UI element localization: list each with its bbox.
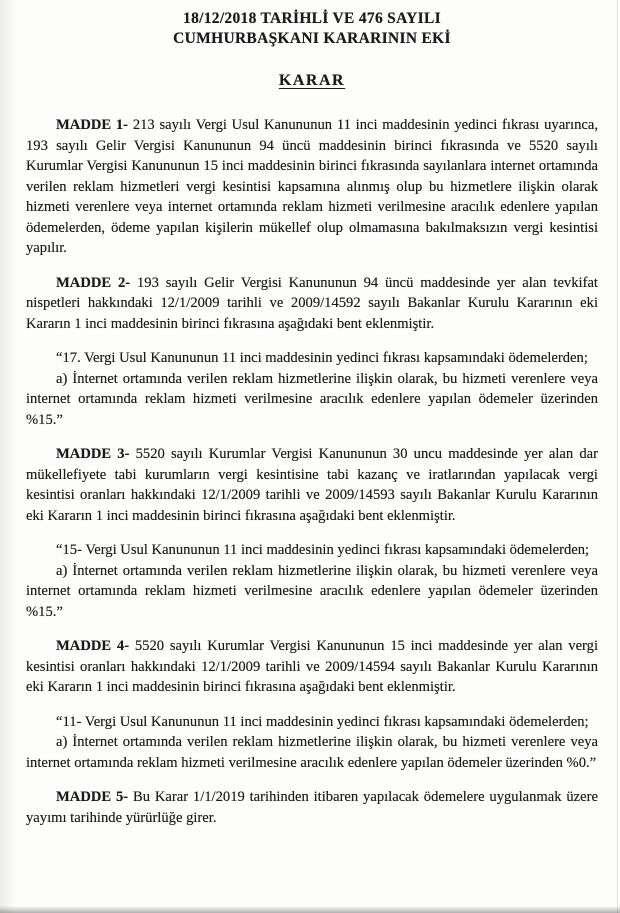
article-number: MADDE 5- bbox=[56, 789, 129, 805]
quote-paragraph-11-intro bbox=[26, 712, 598, 733]
quote-text: “11- Vergi Usul Kanununun 11 inci maddesinin yedinci fıkrası kapsamındaki ödemelerden; bbox=[56, 713, 589, 730]
quote-text: “17. Vergi Usul Kanununun 11 inci maddesinin yedinci fıkrası kapsamındaki ödemelerden; bbox=[56, 350, 588, 366]
section-heading-wrap bbox=[26, 72, 598, 90]
quote-text: a) İnternet ortamında verilen reklam hizmetlerine ilişkin olarak, bu hizmeti verenlere veya internet ortamında reklam hizmeti verilmesine aracılık edenlere yapılan ödemeler üzerinden %0.” bbox=[26, 734, 598, 771]
article-number: MADDE 4- bbox=[56, 638, 130, 654]
article-text: Bu Karar 1/1/2019 tarihinden itibaren yapılacak ödemelere uygulanmak üzere yayımı tarihinde yürürlüğe girer. bbox=[26, 789, 598, 826]
article-paragraph-madde-5 bbox=[26, 787, 598, 828]
quote-paragraph-15-intro bbox=[26, 540, 598, 561]
section-heading: KARAR bbox=[278, 72, 346, 89]
article-number: MADDE 3- bbox=[56, 446, 130, 462]
document-title-line-1: 18/12/2018 TARİHLİ VE 476 SAYILI bbox=[183, 10, 441, 27]
quote-text: “15- Vergi Usul Kanununun 11 inci maddesinin yedinci fıkrası kapsamındaki ödemelerden; bbox=[56, 542, 590, 558]
quote-paragraph-11-item-a bbox=[26, 732, 598, 773]
article-text: 5520 sayılı Kurumlar Vergisi Kanununun 30 uncu maddesinde yer alan dar mükellefiyete tabi kurumların vergi kesintisine tabi kazanç ve iratlarından yapılacak vergi kesintisi oranları hakkındaki 12/1/2009 tarihli ve 2009/14593 sayılı Bakanlar Kurulu Kararının eki Kararın 1 inci maddesinin birinci fıkrasına aşağıdaki bent eklenmiştir. bbox=[26, 446, 598, 524]
article-text: 213 sayılı Vergi Usul Kanununun 11 inci maddesinin yedinci fıkrası uyarınca, 193 sayılı Gelir Vergisi Kanununun 94 üncü maddesinin birinci fıkrasında ve 5520 sayılı Kurumlar Vergisi Kanununun 15 inci maddesinin birinci fıkrasında sayılanlara internet ortamında verilen reklam hizmetleri vergi kesintisi kapsamına alınmış olup bu hizmetlere ilişkin olarak hizmeti verenlere veya internet ortamında reklam hizmeti verilmesine aracılık edenlere yapılan ödemelerden, ödeme yapılan kişilerin mükellef olup olmamasına bakılmaksızın vergi kesintisi yapılır. bbox=[26, 117, 598, 256]
document-title-line-2: CUMHURBAŞKANI KARARININ EKİ bbox=[173, 30, 451, 47]
document-title bbox=[26, 9, 598, 49]
article-paragraph-madde-1 bbox=[26, 115, 598, 259]
quote-text: a) İnternet ortamında verilen reklam hizmetlerine ilişkin olarak, bu hizmeti verenlere veya internet ortamında reklam hizmeti verilmesine aracılık edenlere yapılan ödemeler üzerinden %15.” bbox=[26, 562, 598, 620]
article-number: MADDE 1- bbox=[56, 117, 129, 133]
article-paragraph-madde-4 bbox=[26, 636, 598, 698]
quote-paragraph-17-intro bbox=[26, 348, 598, 369]
quote-paragraph-17-item-a bbox=[26, 369, 598, 431]
article-text: 5520 sayılı Kurumlar Vergisi Kanununun 15 inci maddesinde yer alan vergi kesintisi oranları hakkındaki 12/1/2009 tarihli ve 2009/14594 sayılı Bakanlar Kurulu Kararının eki Kararın 1 inci maddesinin birinci fıkrasına aşağıdaki bent eklenmiştir. bbox=[26, 638, 599, 695]
quote-paragraph-15-item-a bbox=[26, 561, 598, 623]
article-paragraph-madde-3 bbox=[26, 444, 598, 526]
article-number: MADDE 2- bbox=[56, 274, 131, 291]
article-text: 193 sayılı Gelir Vergisi Kanununun 94 üncü maddesinde yer alan tevkifat nispetleri hakkındaki 12/1/2009 tarihli ve 2009/14592 sayılı Bakanlar Kurulu Kararının eki Kararın 1 inci maddesinin birinci fıkrasına aşağıdaki bent eklenmiştir. bbox=[26, 274, 598, 332]
quote-text: a) İnternet ortamında verilen reklam hizmetlerine ilişkin olarak, bu hizmeti verenlere veya internet ortamında reklam hizmeti verilmesine aracılık edenlere yapılan ödemeler üzerinden %15.” bbox=[26, 370, 598, 428]
article-paragraph-madde-2 bbox=[26, 273, 598, 335]
